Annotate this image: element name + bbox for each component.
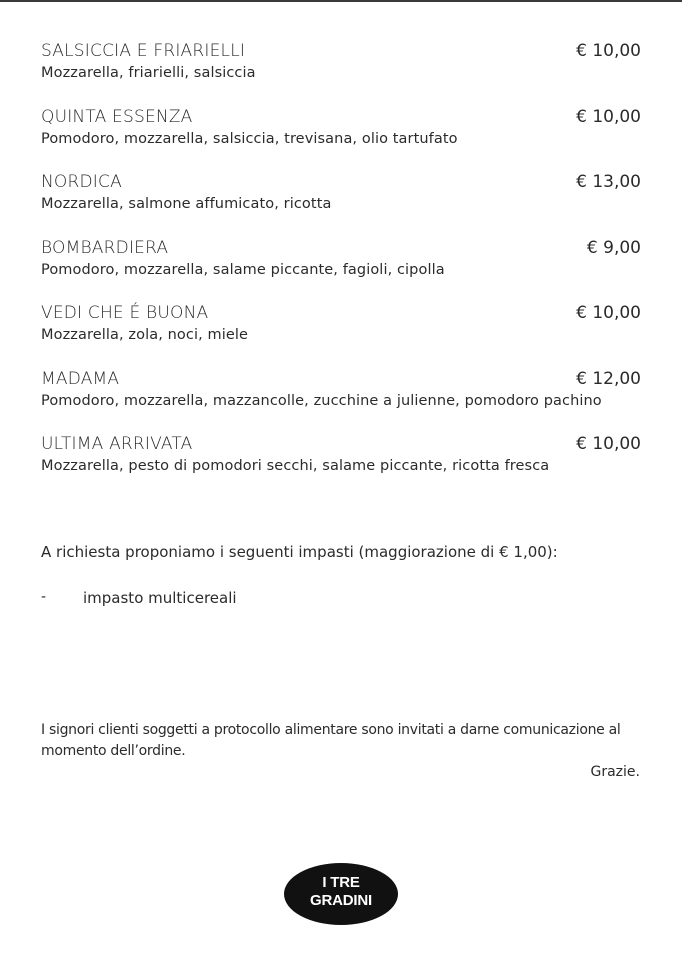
menu-item — [41, 300, 641, 366]
menu-item — [41, 235, 641, 301]
dough-note-text: A richiesta proponiamo i seguenti impasti (maggiorazione di € 1,00): — [41, 543, 558, 561]
item-price: € 10,00 — [576, 106, 641, 127]
item-name: NORDICA — [41, 172, 122, 192]
menu-item — [41, 38, 641, 104]
item-name: SALSICCIA E FRIARIELLI — [41, 41, 246, 61]
item-description: Mozzarella, pesto di pomodori secchi, salame piccante, ricotta fresca — [41, 458, 550, 474]
logo-line-1: I TRE — [322, 874, 360, 891]
item-price: € 10,00 — [576, 303, 641, 323]
allergy-notice: I signori clienti soggetti a protocollo alimentare sono invitati a darne comunicazione al momento dell’ordine. — [41, 722, 621, 759]
logo-text — [284, 874, 398, 910]
item-price: € 13,00 — [576, 172, 641, 192]
item-price: € 10,00 — [576, 434, 641, 454]
logo-line-2: GRADINI — [310, 892, 372, 909]
menu-item — [41, 169, 641, 235]
item-description: Pomodoro, mozzarella, salsiccia, trevisana, olio tartufato — [41, 130, 458, 147]
item-name: MADAMA — [41, 368, 120, 389]
menu-item — [41, 104, 641, 170]
item-price: € 10,00 — [576, 41, 641, 61]
item-name: QUINTA ESSENZA — [41, 106, 193, 127]
restaurant-logo — [284, 863, 398, 925]
item-description: Pomodoro, mozzarella, salame piccante, fagioli, cipolla — [41, 261, 445, 278]
bullet-dash: - — [41, 589, 47, 605]
item-name: BOMBARDIERA — [41, 237, 169, 258]
menu-item — [41, 366, 641, 432]
item-price: € 9,00 — [586, 237, 641, 258]
item-price: € 12,00 — [576, 368, 641, 389]
item-description: Mozzarella, zola, noci, miele — [41, 327, 249, 343]
pizza-menu-list — [41, 38, 641, 497]
menu-item — [41, 431, 641, 497]
item-description: Pomodoro, mozzarella, mazzancolle, zucchine a julienne, pomodoro pachino — [41, 392, 602, 409]
dough-option-label: impasto multicereali — [83, 589, 237, 607]
item-name: VEDI CHE É BUONA — [41, 303, 209, 323]
item-name: ULTIMA ARRIVATA — [41, 434, 193, 454]
dough-option-row — [41, 589, 641, 611]
top-rule — [0, 0, 682, 2]
thanks-text: Grazie. — [590, 764, 640, 780]
dough-options-note — [41, 543, 641, 611]
item-description: Mozzarella, salmone affumicato, ricotta — [41, 196, 332, 212]
item-description: Mozzarella, friarielli, salsiccia — [41, 65, 256, 81]
